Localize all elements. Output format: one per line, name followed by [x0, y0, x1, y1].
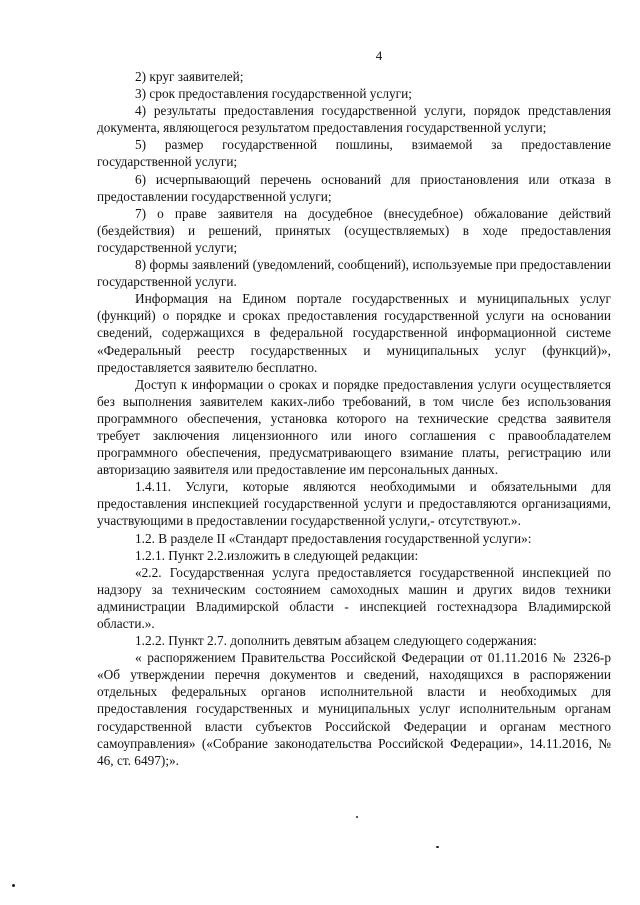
paragraph-1-2-1: 1.2.1. Пункт 2.2.изложить в следующей редакции: [135, 547, 419, 563]
scan-speck [436, 846, 439, 848]
paragraph-1-2-2: 1.2.2. Пункт 2.7. дополнить девятым абзацем следующего содержания: [135, 633, 537, 649]
paragraph-access-info: Доступ к информации о сроках и порядке предоставления услуги осуществляется без выполнения заявителем каких-либо требований, в том числе без использования программного обеспечения, установка которого на технические средства заявителя требует заключения лицензионного или иного соглашения с правообладателем программного обеспечения, предусматривающего взимание платы, регистрацию или авторизацию заявителя или предоставление им персональных данных. [97, 376, 611, 478]
scan-speck [356, 816, 358, 818]
paragraph-1-2: 1.2. В разделе II «Стандарт предоставления государственной услуги»: [135, 530, 532, 546]
paragraph-order-2326: « распоряжением Правительства Российской Федерации от 01.11.2016 № 2326-р «Об утверждении перечня документов и сведений, находящихся в распоряжении отдельных федеральных органов исполнительной власти и необходимых для предоставления государственных и муниципальных услуг исполнительным органам государственной власти субъектов Российской Федерации и органам местного самоуправления» («Собрание законодательства Российской Федерации», 14.11.2016, № 46, ст. 6497);». [97, 650, 611, 768]
paragraph-item-7: 7) о праве заявителя на досудебное (внесудебное) обжалование действий (бездействия) и решений, принятых (осуществляемых) в ходе предоставления государственной услуги; [97, 205, 611, 255]
paragraph-item-8: 8) формы заявлений (уведомлений, сообщений), используемые при предоставлении государственной услуги. [97, 257, 611, 290]
paragraph-item-4: 4) результаты предоставления государственной услуги, порядок представления документа, являющегося результатом предоставления государственной услуги; [97, 103, 611, 136]
scan-speck [12, 884, 15, 887]
document-body [97, 68, 611, 769]
paragraph-1-4-11: 1.4.11. Услуги, которые являются необходимыми и обязательными для предоставления инспекцией государственной услуги и предоставляются организациями, участвующими в предоставлении государственной услуги,- отсутствуют.». [97, 479, 611, 529]
paragraph-portal-info: Информация на Едином портале государственных и муниципальных услуг (функций) о порядке и сроках предоставления государственной услуги на основании сведений, содержащихся в федеральной государственной информационной системе «Федеральный реестр государственных и муниципальных услуг (функций)», предоставляется заявителю бесплатно. [97, 291, 611, 375]
paragraph-2-2: «2.2. Государственная услуга предоставляется государственной инспекцией по надзору за техническим состоянием самоходных машин и других видов техники администрации Владимирской области - инспекцией гостехнадзора Владимирской области.». [97, 564, 611, 631]
page-number: 4 [375, 48, 383, 63]
paragraph-item-6: 6) исчерпывающий перечень оснований для приостановления или отказа в предоставлении государственной услуги; [97, 171, 611, 204]
paragraph-item-5: 5) размер государственной пошлины, взимаемой за предоставление государственной услуги; [97, 137, 611, 170]
paragraph-item-2: 2) круг заявителей; [135, 69, 244, 84]
paragraph-item-3: 3) срок предоставления государственной услуги; [135, 86, 412, 102]
